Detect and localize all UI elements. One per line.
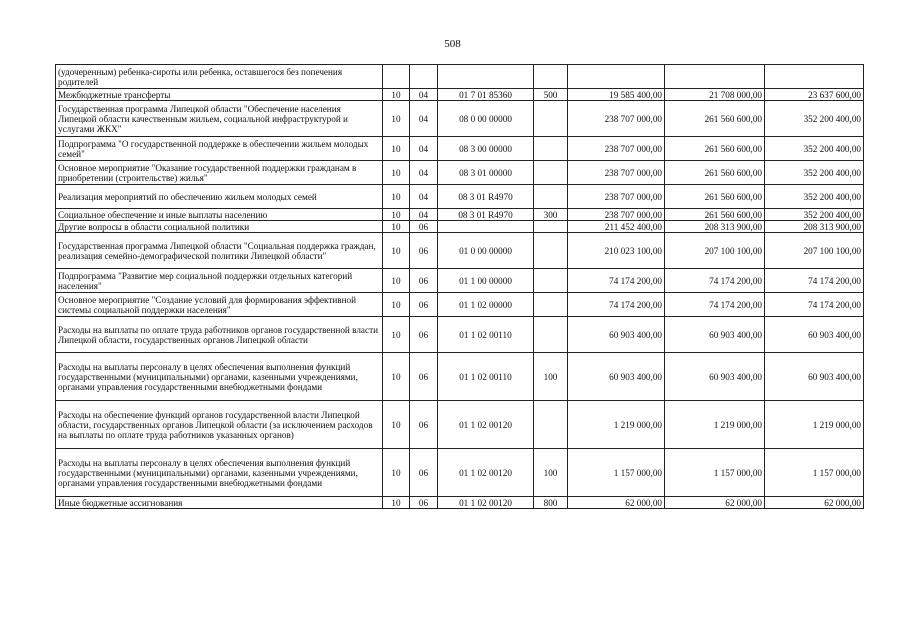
row-name: Реализация мероприятий по обеспечению жильем молодых семей <box>56 185 383 209</box>
row-name: Другие вопросы в области социальной политики <box>56 221 383 233</box>
row-amount-year-1: 60 903 400,00 <box>568 353 665 401</box>
row-amount-year-3: 74 174 200,00 <box>765 293 864 317</box>
row-name: Расходы на выплаты персоналу в целях обеспечения выполнения функций государственными (муниципальными) органами, казенными учреждениями, органами управления государственными внебюджетными фондами <box>56 449 383 497</box>
table-row <box>56 317 864 353</box>
row-section: 10 <box>383 269 410 293</box>
table-row <box>56 161 864 185</box>
row-subsection: 04 <box>410 185 438 209</box>
row-expense-type <box>534 293 568 317</box>
table-row <box>56 101 864 137</box>
row-amount-year-2: 60 903 400,00 <box>665 353 765 401</box>
row-expense-type <box>534 185 568 209</box>
row-amount-year-1: 1 219 000,00 <box>568 401 665 449</box>
row-name: Межбюджетные трансферты <box>56 89 383 101</box>
row-expense-type: 500 <box>534 89 568 101</box>
row-amount-year-2: 261 560 600,00 <box>665 161 765 185</box>
row-subsection: 04 <box>410 137 438 161</box>
row-name: Социальное обеспечение и иные выплаты населению <box>56 209 383 221</box>
row-target-article: 08 3 00 00000 <box>438 137 534 161</box>
row-amount-year-3: 23 637 600,00 <box>765 89 864 101</box>
row-amount-year-3: 62 000,00 <box>765 497 864 509</box>
row-amount-year-1: 210 023 100,00 <box>568 233 665 269</box>
row-target-article: 01 7 01 85360 <box>438 89 534 101</box>
row-amount-year-3: 352 200 400,00 <box>765 137 864 161</box>
row-expense-type <box>534 65 568 89</box>
row-amount-year-2: 62 000,00 <box>665 497 765 509</box>
row-amount-year-1: 238 707 000,00 <box>568 161 665 185</box>
table-row <box>56 293 864 317</box>
row-subsection: 06 <box>410 449 438 497</box>
table-row <box>56 497 864 509</box>
budget-table <box>55 64 864 509</box>
row-expense-type: 800 <box>534 497 568 509</box>
row-target-article: 08 3 01 00000 <box>438 161 534 185</box>
row-expense-type <box>534 317 568 353</box>
row-section: 10 <box>383 401 410 449</box>
row-expense-type: 100 <box>534 353 568 401</box>
row-section: 10 <box>383 185 410 209</box>
row-target-article: 08 3 01 R4970 <box>438 209 534 221</box>
row-amount-year-1: 60 903 400,00 <box>568 317 665 353</box>
row-amount-year-3: 1 219 000,00 <box>765 401 864 449</box>
row-subsection: 06 <box>410 293 438 317</box>
row-amount-year-3: 74 174 200,00 <box>765 269 864 293</box>
row-subsection: 06 <box>410 401 438 449</box>
row-expense-type <box>534 101 568 137</box>
row-name: Иные бюджетные ассигнования <box>56 497 383 509</box>
row-amount-year-2: 74 174 200,00 <box>665 293 765 317</box>
row-expense-type <box>534 401 568 449</box>
row-section: 10 <box>383 233 410 269</box>
row-amount-year-2: 261 560 600,00 <box>665 209 765 221</box>
page-number: 508 <box>444 38 461 50</box>
row-expense-type <box>534 137 568 161</box>
row-amount-year-1: 238 707 000,00 <box>568 209 665 221</box>
row-section: 10 <box>383 137 410 161</box>
row-amount-year-1: 74 174 200,00 <box>568 269 665 293</box>
row-amount-year-3: 60 903 400,00 <box>765 353 864 401</box>
row-amount-year-2 <box>665 65 765 89</box>
row-amount-year-2: 261 560 600,00 <box>665 101 765 137</box>
row-amount-year-1: 1 157 000,00 <box>568 449 665 497</box>
row-amount-year-2: 74 174 200,00 <box>665 269 765 293</box>
row-section: 10 <box>383 353 410 401</box>
table-row <box>56 89 864 101</box>
row-section <box>383 65 410 89</box>
row-amount-year-2: 207 100 100,00 <box>665 233 765 269</box>
row-section: 10 <box>383 101 410 137</box>
table-row <box>56 137 864 161</box>
row-name: Расходы на выплаты по оплате труда работников органов государственной власти Липецкой области, государственных органов Липецкой области <box>56 317 383 353</box>
row-section: 10 <box>383 317 410 353</box>
row-target-article <box>438 221 534 233</box>
row-amount-year-1: 238 707 000,00 <box>568 101 665 137</box>
row-target-article: 01 1 02 00120 <box>438 401 534 449</box>
row-target-article: 01 0 00 00000 <box>438 233 534 269</box>
row-name: Государственная программа Липецкой области "Социальная поддержка граждан, реализация семейно-демографической политики Липецкой области" <box>56 233 383 269</box>
row-name: Расходы на обеспечение функций органов государственной власти Липецкой области, государственных органов Липецкой области (за исключением расходов на выплаты по оплате труда работников указанных органов) <box>56 401 383 449</box>
row-subsection: 04 <box>410 89 438 101</box>
row-amount-year-2: 1 219 000,00 <box>665 401 765 449</box>
row-section: 10 <box>383 209 410 221</box>
row-subsection: 06 <box>410 353 438 401</box>
table-row <box>56 269 864 293</box>
row-expense-type: 100 <box>534 449 568 497</box>
row-section: 10 <box>383 161 410 185</box>
row-amount-year-3: 352 200 400,00 <box>765 101 864 137</box>
row-amount-year-3: 352 200 400,00 <box>765 185 864 209</box>
row-amount-year-3: 60 903 400,00 <box>765 317 864 353</box>
row-amount-year-3 <box>765 65 864 89</box>
row-subsection <box>410 65 438 89</box>
row-amount-year-2: 208 313 900,00 <box>665 221 765 233</box>
table-row <box>56 185 864 209</box>
row-amount-year-1: 19 585 400,00 <box>568 89 665 101</box>
table-row <box>56 353 864 401</box>
row-expense-type <box>534 161 568 185</box>
row-section: 10 <box>383 89 410 101</box>
row-amount-year-1: 238 707 000,00 <box>568 185 665 209</box>
row-amount-year-3: 352 200 400,00 <box>765 161 864 185</box>
row-amount-year-3: 1 157 000,00 <box>765 449 864 497</box>
row-subsection: 06 <box>410 497 438 509</box>
row-amount-year-1: 211 452 400,00 <box>568 221 665 233</box>
row-subsection: 04 <box>410 209 438 221</box>
row-subsection: 04 <box>410 101 438 137</box>
row-target-article: 01 1 02 00110 <box>438 353 534 401</box>
row-target-article: 08 3 01 R4970 <box>438 185 534 209</box>
row-name: Подпрограмма "О государственной поддержке в обеспечении жильем молодых семей" <box>56 137 383 161</box>
row-expense-type: 300 <box>534 209 568 221</box>
row-subsection: 06 <box>410 317 438 353</box>
row-amount-year-2: 60 903 400,00 <box>665 317 765 353</box>
row-subsection: 06 <box>410 269 438 293</box>
row-subsection: 06 <box>410 221 438 233</box>
row-amount-year-1: 62 000,00 <box>568 497 665 509</box>
row-target-article: 08 0 00 00000 <box>438 101 534 137</box>
row-name: Подпрограмма "Развитие мер социальной поддержки отдельных категорий населения" <box>56 269 383 293</box>
row-amount-year-1: 238 707 000,00 <box>568 137 665 161</box>
row-expense-type <box>534 269 568 293</box>
row-subsection: 06 <box>410 233 438 269</box>
row-name: Государственная программа Липецкой области "Обеспечение населения Липецкой области качественным жильем, социальной инфраструктурой и услугами ЖКХ" <box>56 101 383 137</box>
table-row <box>56 209 864 221</box>
table-row <box>56 449 864 497</box>
row-amount-year-1 <box>568 65 665 89</box>
row-amount-year-3: 352 200 400,00 <box>765 209 864 221</box>
row-amount-year-1: 74 174 200,00 <box>568 293 665 317</box>
budget-table-body <box>56 65 864 509</box>
row-name: Расходы на выплаты персоналу в целях обеспечения выполнения функций государственными (муниципальными) органами, казенными учреждениями, органами управления государственными внебюджетными фондами <box>56 353 383 401</box>
row-name: (удочеренным) ребенка-сироты или ребенка, оставшегося без попечения родителей <box>56 65 383 89</box>
row-expense-type <box>534 233 568 269</box>
row-amount-year-3: 207 100 100,00 <box>765 233 864 269</box>
table-row <box>56 233 864 269</box>
row-section: 10 <box>383 293 410 317</box>
row-target-article: 01 1 02 00000 <box>438 293 534 317</box>
row-name: Основное мероприятие "Создание условий для формирования эффективной системы социальной поддержки населения" <box>56 293 383 317</box>
row-section: 10 <box>383 449 410 497</box>
row-target-article: 01 1 02 00110 <box>438 317 534 353</box>
row-amount-year-2: 261 560 600,00 <box>665 137 765 161</box>
row-amount-year-2: 1 157 000,00 <box>665 449 765 497</box>
row-section: 10 <box>383 221 410 233</box>
row-amount-year-3: 208 313 900,00 <box>765 221 864 233</box>
row-target-article: 01 1 02 00120 <box>438 449 534 497</box>
table-row <box>56 401 864 449</box>
row-amount-year-2: 21 708 000,00 <box>665 89 765 101</box>
table-row <box>56 221 864 233</box>
row-target-article: 01 1 02 00120 <box>438 497 534 509</box>
row-target-article: 01 1 00 00000 <box>438 269 534 293</box>
row-target-article <box>438 65 534 89</box>
row-expense-type <box>534 221 568 233</box>
row-subsection: 04 <box>410 161 438 185</box>
row-name: Основное мероприятие "Оказание государственной поддержки гражданам в приобретении (строительстве) жилья" <box>56 161 383 185</box>
row-section: 10 <box>383 497 410 509</box>
table-row <box>56 65 864 89</box>
row-amount-year-2: 261 560 600,00 <box>665 185 765 209</box>
